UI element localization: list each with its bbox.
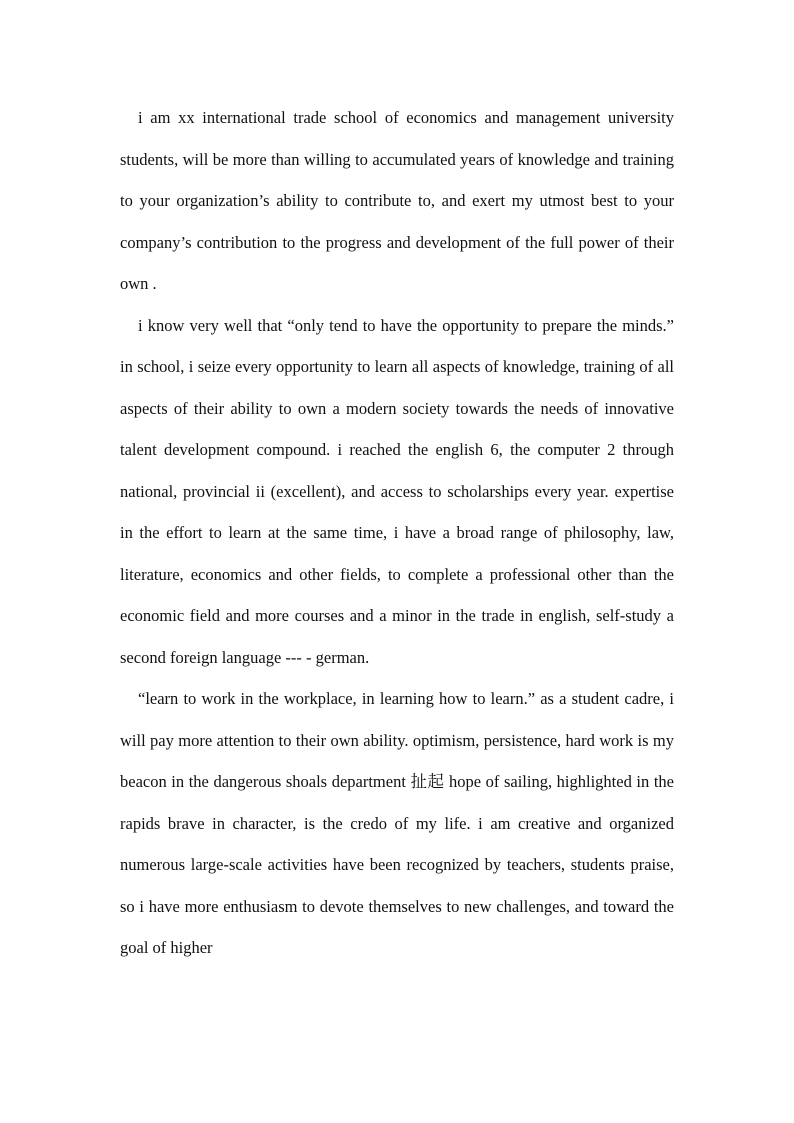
body-text <box>120 97 674 969</box>
paragraph-3: “learn to work in the workplace, in learning how to learn.” as a student cadre, i will pay more attention to their own ability. optimism, persistence, hard work is my beacon in the dangerous shoals department 扯起 hope of sailing, highlighted in the rapids brave in character, is the credo of my life. i am creative and organized numerous large-scale activities have been recognized by teachers, students praise, so i have more enthusiasm to devote themselves to new challenges, and toward the goal of higher <box>120 689 674 957</box>
paragraph-1: i am xx international trade school of economics and management university students, will be more than willing to accumulated years of knowledge and training to your organization’s ability to contribute to, and exert my utmost best to your company’s contribution to the progress and development of the full power of their own . <box>120 108 674 293</box>
paragraph-2: i know very well that “only tend to have the opportunity to prepare the minds.” in school, i seize every opportunity to learn all aspects of knowledge, training of all aspects of their ability to own a modern society towards the needs of innovative talent development compound. i reached the english 6, the computer 2 through national, provincial ii (excellent), and access to scholarships every year. expertise in the effort to learn at the same time, i have a broad range of philosophy, law, literature, economics and other fields, to complete a professional other than the economic field and more courses and a minor in the trade in english, self-study a second foreign language --- - german. <box>120 315 674 667</box>
